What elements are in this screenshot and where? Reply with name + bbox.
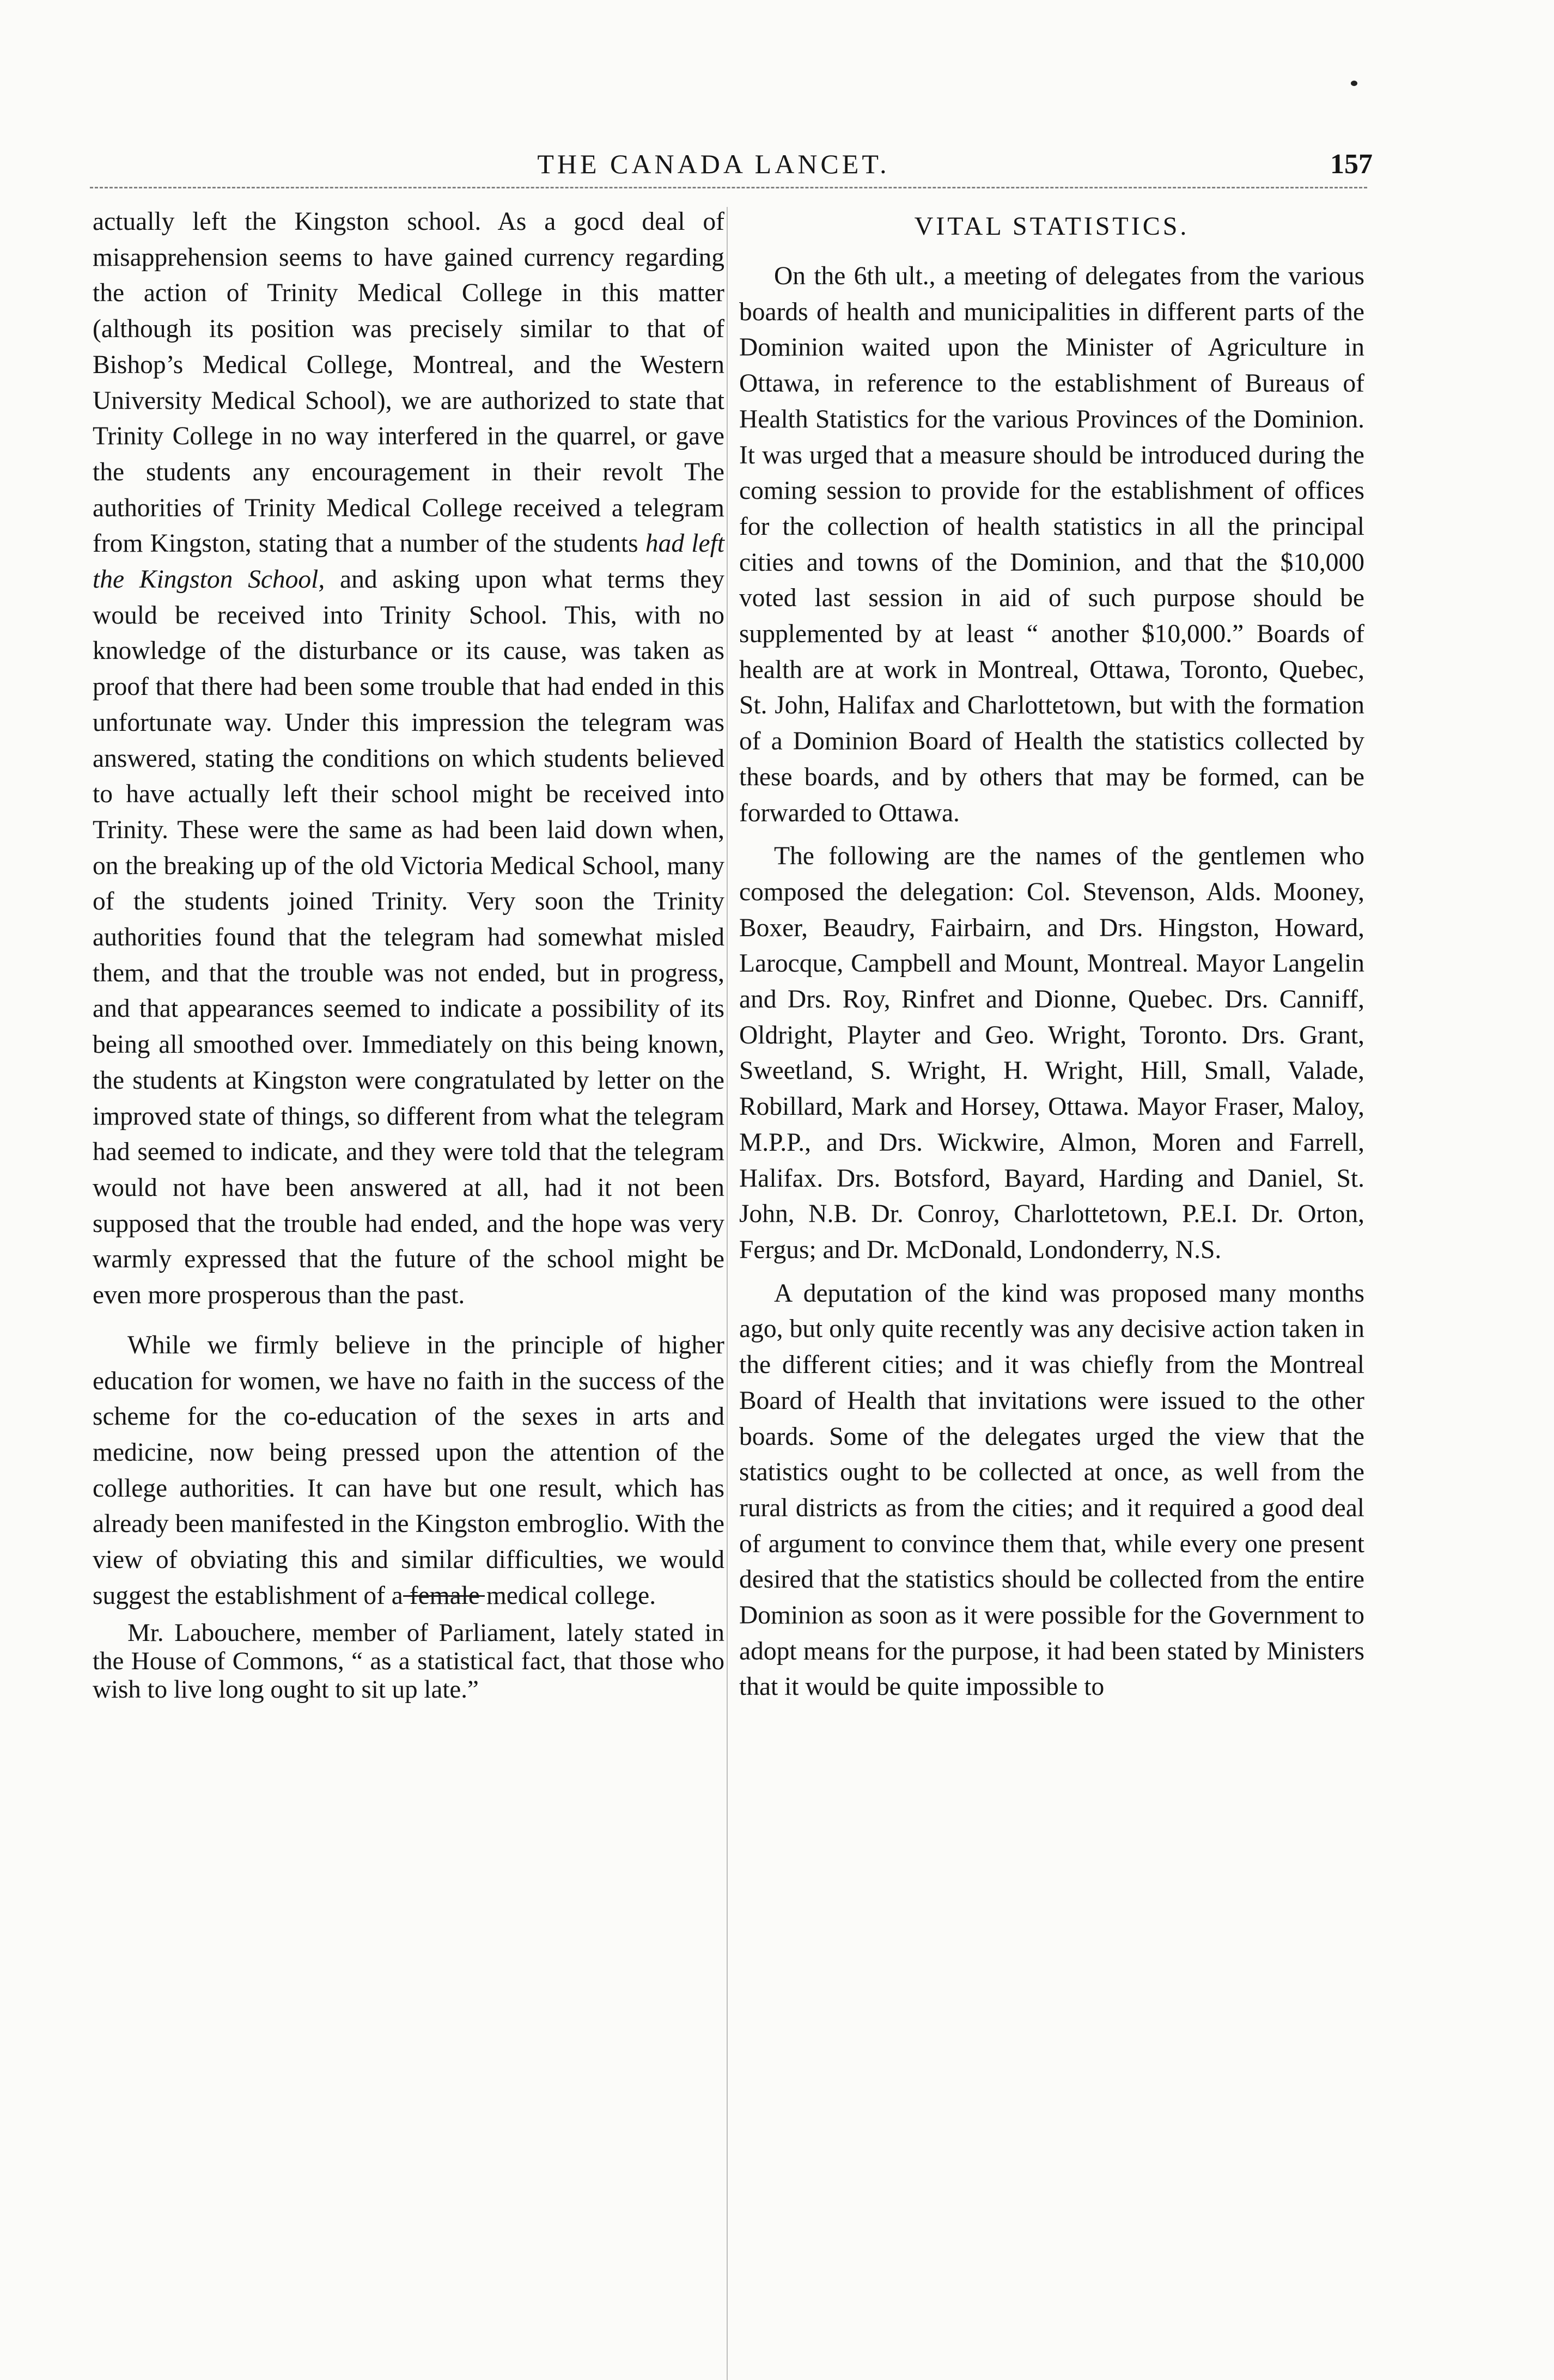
right-paragraph-1: On the 6th ult., a meeting of delegates from the various boards of health and municipalities in different parts of the Dominion waited upon the Minister of Agriculture in Ottawa, in reference to the establishment of Bureaus of Health Statistics for the various Provinces of the Dominion. It was urged that a measure should be introduced during the coming session to provide for the establishment of offices for the collection of health statistics in all the principal cities and towns of the Dominion, and that the $10,000 voted last session in aid of such purpose should be supplemented by at least “ another $10,000.” Boards of health are at work in Montreal, Ottawa, Toronto, Quebec, St. John, Halifax and Charlottetown, but with the formation of a Dominion Board of Health the statistics collected by these boards, and by others that may be formed, can be forwarded to Ottawa. [739, 262, 1364, 827]
left-paragraph-1-italic: had left the Kingston School, [93, 529, 724, 594]
journal-title: THE CANADA LANCET. [537, 149, 890, 179]
left-paragraph-2: While we firmly believe in the principle of higher education for women, we have no faith in the success of the scheme for the co-education of the sexes in arts and medicine, now being pressed upon the attention of the college authorities. It can have but one result, which has already been manifested in the Kingston embroglio. With the view of obviating this and similar difficulties, we would suggest the establishment of a female medical college. [93, 1331, 724, 1610]
page-speck [1351, 81, 1357, 86]
left-paragraph-3: Mr. Labouchere, member of Parliament, lately stated in the House of Commons, “ as a statistical fact, that those who wish to live long ought to sit up late.” [93, 1619, 724, 1704]
section-title: VITAL STATISTICS. [914, 212, 1190, 241]
left-paragraph-1-rest: and asking upon what terms they would be received into Trinity School. This, with no knowledge of the disturbance or its cause, was taken as proof that there had been some trouble that had ended in this unfortunate way. Under this impression the telegram was answered, stating the conditions on which students believed to have actually left their school might be received into Trinity. These were the same as had been laid down when, on the breaking up of the old Victoria Medical School, many of the students joined Trinity. Very soon the Trinity authorities found that the telegram had somewhat misled them, and that the trouble was not ended, but in progress, and that appearances seemed to indicate a possibility of its being all smoothed over. Immediately on this being known, the students at Kingston were congratulated by letter on the improved state of things, so different from what the telegram had seemed to indicate, and they were told that the telegram would not have been answered at all, had it not been supposed that the trouble had ended, and the hope was very warmly expressed that the future of the school might be even more prosperous than the past. [93, 565, 724, 1310]
running-head [0, 148, 1554, 186]
right-paragraph-2: The following are the names of the gentlemen who composed the delegation: Col. Stevenson, Alds. Mooney, Boxer, Beaudry, Fairbairn, and Drs. Hingston, Howard, Larocque, Campbell and Mount, Montreal. Mayor Langelin and Drs. Roy, Rinfret and Dionne, Quebec. Drs. Canniff, Oldright, Playter and Geo. Wright, Toronto. Drs. Grant, Sweetland, S. Wright, H. Wright, Hill, Small, Valade, Robillard, Mark and Horsey, Ottawa. Mayor Fraser, Maloy, M.P.P., and Drs. Wickwire, Almon, Moren and Farrell, Halifax. Drs. Botsford, Bayard, Harding and Daniel, St. John, N.B. Dr. Conroy, Charlottetown, P.E.I. Dr. Orton, Fergus; and Dr. McDonald, Londonderry, N.S. [739, 842, 1364, 1264]
left-paragraph-1-text: actually left the Kingston school. As a gocd deal of misapprehension seems to have gained currency regarding the action of Trinity Medical College in this matter (although its position was precisely similar to that of Bishop’s Medical College, Montreal, and the Western University Medical School), we are authorized to state that Trinity College in no way interfered in the quarrel, or gave the students any encouragement in their revolt The authorities of Trinity Medical College received a telegram from Kingston, stating that a number of the students [93, 208, 724, 558]
column-divider [727, 207, 728, 2380]
right-paragraph-3: A deputation of the kind was proposed many months ago, but only quite recently was any decisive action taken in the different cities; and it was chiefly from the Montreal Board of Health that invitations were issued to the other boards. Some of the delegates urged the view that the statistics ought to be collected at once, as well from the rural districts as from the cities; and it required a good deal of argument to convince them that, while every one present desired that the statistics should be collected from the entire Dominion as soon as it were possible for the Government to adopt means for the purpose, it had been stated by Ministers that it would be quite impossible to [739, 1279, 1364, 1701]
left-paragraph-1 [93, 204, 724, 1314]
page-number: 157 [1330, 149, 1373, 180]
right-column [739, 204, 1364, 1705]
left-column [93, 204, 724, 1704]
header-rule [90, 187, 1367, 188]
